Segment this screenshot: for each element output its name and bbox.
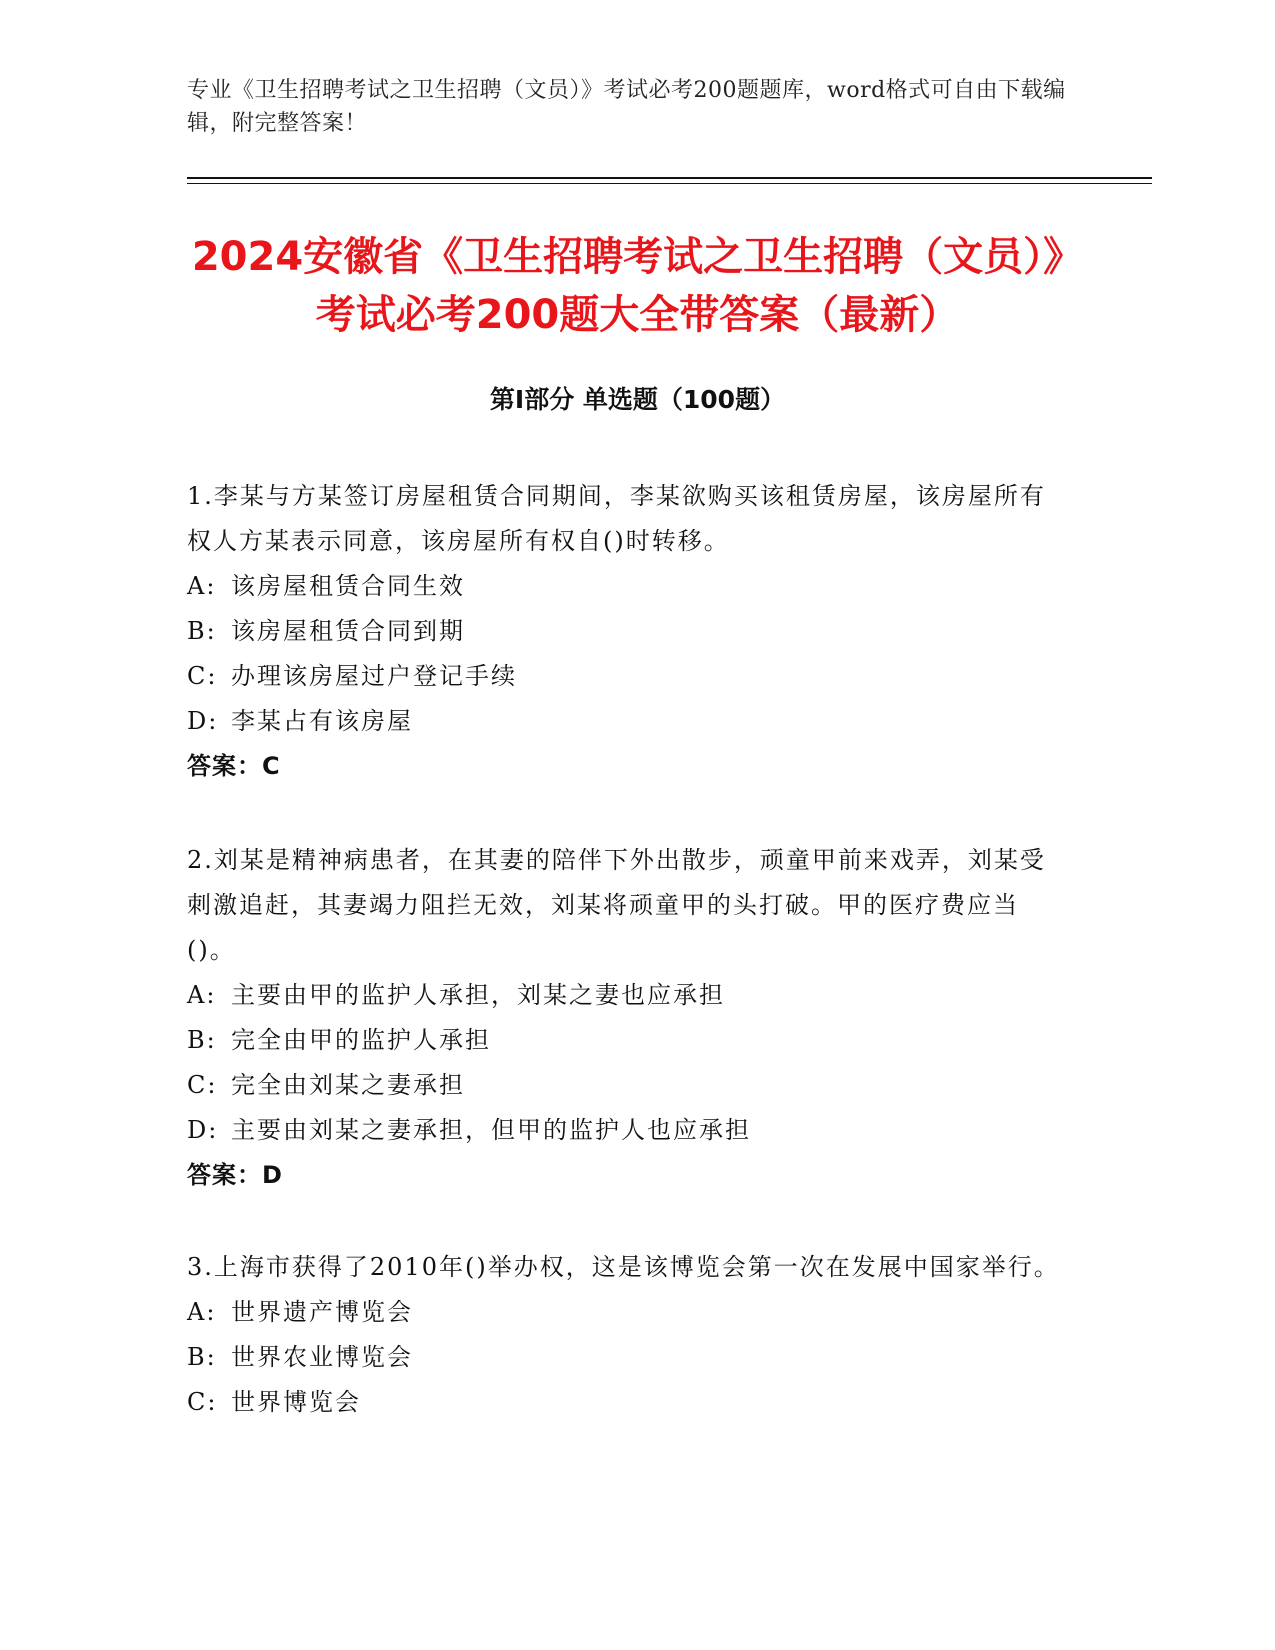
option-text: 李某占有该房屋 (231, 707, 413, 735)
option-text: 完全由甲的监护人承担 (231, 1026, 491, 1054)
option-text: 完全由刘某之妻承担 (231, 1071, 465, 1099)
document-title: 2024安徽省《卫生招聘考试之卫生招聘（文员）》考试必考200题大全带答案（最新） (191, 234, 1084, 338)
option-key: A: (187, 1298, 217, 1326)
option-key: C: (187, 1388, 218, 1416)
option-key: B: (187, 1343, 217, 1371)
option-c (187, 1063, 1067, 1108)
option-text: 该房屋租赁合同到期 (231, 617, 465, 645)
option-a (187, 973, 1067, 1018)
option-key: D: (187, 707, 219, 735)
option-c (187, 654, 1067, 699)
option-b (187, 609, 1067, 654)
option-key: C: (187, 662, 218, 690)
section-heading: 第Ⅰ部分 单选题（100题） (489, 385, 786, 414)
option-b (187, 1335, 1067, 1380)
option-key: B: (187, 617, 217, 645)
option-a (187, 564, 1067, 609)
header-note: 专业《卫生招聘考试之卫生招聘（文员）》考试必考200题题库，word格式可自由下载编辑，附完整答案！ (187, 78, 1066, 136)
question-2 (187, 838, 1067, 1198)
answer-line: 答案：C (187, 752, 281, 780)
option-text: 主要由刘某之妻承担，但甲的监护人也应承担 (231, 1116, 751, 1144)
question-3 (187, 1245, 1067, 1425)
option-key: D: (187, 1116, 219, 1144)
option-key: A: (187, 981, 217, 1009)
option-key: A: (187, 572, 217, 600)
answer-line: 答案：D (187, 1161, 283, 1189)
option-b (187, 1018, 1067, 1063)
option-text: 主要由甲的监护人承担，刘某之妻也应承担 (231, 981, 725, 1009)
header-rule-thick (187, 177, 1152, 179)
option-text: 世界农业博览会 (231, 1343, 413, 1371)
option-a (187, 1290, 1067, 1335)
option-text: 办理该房屋过户登记手续 (231, 662, 517, 690)
option-c (187, 1380, 1067, 1425)
header-rule-thin (187, 183, 1152, 184)
question-stem: 2.刘某是精神病患者，在其妻的陪伴下外出散步，顽童甲前来戏弄，刘某受刺激追赶，其妻竭力阻拦无效，刘某将顽童甲的头打破。甲的医疗费应当()。 (187, 846, 1046, 964)
question-stem: 1.李某与方某签订房屋租赁合同期间，李某欲购买该租赁房屋，该房屋所有权人方某表示同意，该房屋所有权自()时转移。 (187, 482, 1046, 555)
option-key: C: (187, 1071, 218, 1099)
option-d (187, 1108, 1067, 1153)
option-text: 该房屋租赁合同生效 (231, 572, 465, 600)
option-text: 世界博览会 (231, 1388, 361, 1416)
option-d (187, 699, 1067, 744)
option-text: 世界遗产博览会 (231, 1298, 413, 1326)
question-stem: 3.上海市获得了2010年()举办权，这是该博览会第一次在发展中国家举行。 (187, 1253, 1060, 1281)
option-key: B: (187, 1026, 217, 1054)
question-1 (187, 474, 1067, 789)
